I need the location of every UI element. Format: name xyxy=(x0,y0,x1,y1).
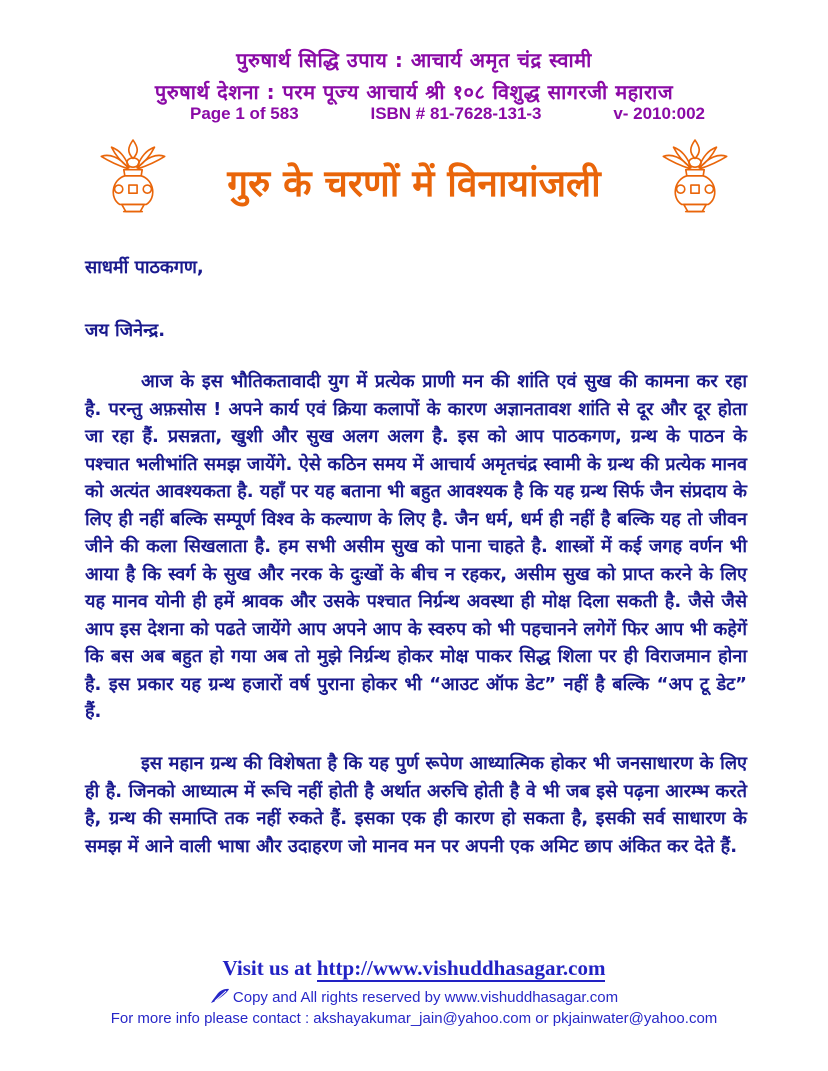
header-meta-row xyxy=(190,104,705,124)
page-title: गुरु के चरणों में विनायांजली xyxy=(227,162,601,205)
pen-icon xyxy=(210,988,230,1004)
salutation: साधर्मी पाठकगण, xyxy=(85,257,204,278)
greeting: जय जिनेन्द्र. xyxy=(85,320,166,341)
rights-text: Copy and All rights reserved by www.vishuddhasagar.com xyxy=(232,989,619,1006)
visit-prefix: Visit us at xyxy=(222,956,317,980)
title-row xyxy=(0,138,828,230)
header-line-2: पुरुषार्थ देशना : परम पूज्य आचार्य श्री १०८ विशुद्ध सागरजी महाराज xyxy=(154,80,674,104)
header-line-1: पुरुषार्थ सिद्धि उपाय : आचार्य अमृत चंद्र स्वामी xyxy=(236,48,592,72)
isbn-number: ISBN # 81-7628-131-3 xyxy=(370,104,542,123)
website-link[interactable]: http://www.vishuddhasagar.com xyxy=(316,956,606,980)
footer-contact-line: For more info please contact : akshayakumar_jain@yahoo.com or pkjainwater@yahoo.com xyxy=(110,1010,718,1027)
paragraph-1: आज के इस भौतिकतावादी युग में प्रत्येक प्राणी मन की शांति एवं सुख की कामना कर रहा है. परन्तु अफ़सोस ! अपने कार्य एवं क्रिया कलापों के कारण अज्ञानतावश शांति से दूर और दूर होता जा रहा हैं. प्रसन्नता, खुशी और सुख अलग अलग है. इस को आप पाठकगण, ग्रन्थ के पाठन के पश्चात भलीभांति समझ जायेंगे. ऐसे कठिन समय में आचार्य अमृतचंद्र स्वामी के ग्रन्थ की प्रत्येक मानव को अत्यंत आवश्यकता है. यहाँ पर यह बताना भी बहुत आवश्यक है कि यह ग्रन्थ सिर्फ जैन संप्रदाय के लिए ही नहीं बल्कि सम्पूर्ण विश्व के कल्याण के लिए है. जैन धर्म, धर्म ही नहीं है बल्कि यह तो जीवन जीने की कला सिखलाता है. हम सभी असीम सुख को पाना चाहते है. शास्त्रों में कई जगह वर्णन भी आया है कि स्वर्ग के सुख और नरक के दुःखों के बीच न रहकर, असीम सुख को प्राप्त करने के लिए यह मानव योनी ही हमें श्रावक और उसके पश्चात निर्ग्रन्थ अवस्था ही मोक्ष दिला सकती है. जैसे जैसे आप इस देशना को पढते जायेंगे आप अपने आप के स्वरुप को भी पहचानने लगेगें फिर आप भी कहेगें कि बस अब बहुत हो गया अब तो मुझे निर्ग्रन्थ होकर मोक्ष पाकर सिद्ध शिला पर ही विराजमान होना है. इस प्रकार यह ग्रन्थ हजारों वर्ष पुराना होकर भी “आउट ऑफ डेट” नहीं है बल्कि “अप टू डेट” हैं. xyxy=(85,371,747,722)
footer-visit-line xyxy=(0,956,828,981)
page-number: Page 1 of 583 xyxy=(190,104,299,123)
kalash-icon xyxy=(659,138,731,230)
footer-rights-line xyxy=(0,988,828,1006)
version-number: v- 2010:002 xyxy=(613,104,705,123)
paragraph-2: इस महान ग्रन्थ की विशेषता है कि यह पुर्ण रूपेण आध्यात्मिक होकर भी जनसाधारण के लिए ही है. जिनको आध्यात्म में रूचि नहीं होती है अर्थात अरुचि होती है वे भी जब इसे पढ़ना आरम्भ करते है, ग्रन्थ की समाप्ति तक नहीं रुकते हैं. इसका एक ही कारण हो सकता है, इसकी सर्व साधारण के समझ में आने वाली भाषा और उदाहरण जो मानव मन पर अपनी एक अमिट छाप अंकित कर देते हैं. xyxy=(85,753,747,857)
kalash-icon xyxy=(97,138,169,230)
